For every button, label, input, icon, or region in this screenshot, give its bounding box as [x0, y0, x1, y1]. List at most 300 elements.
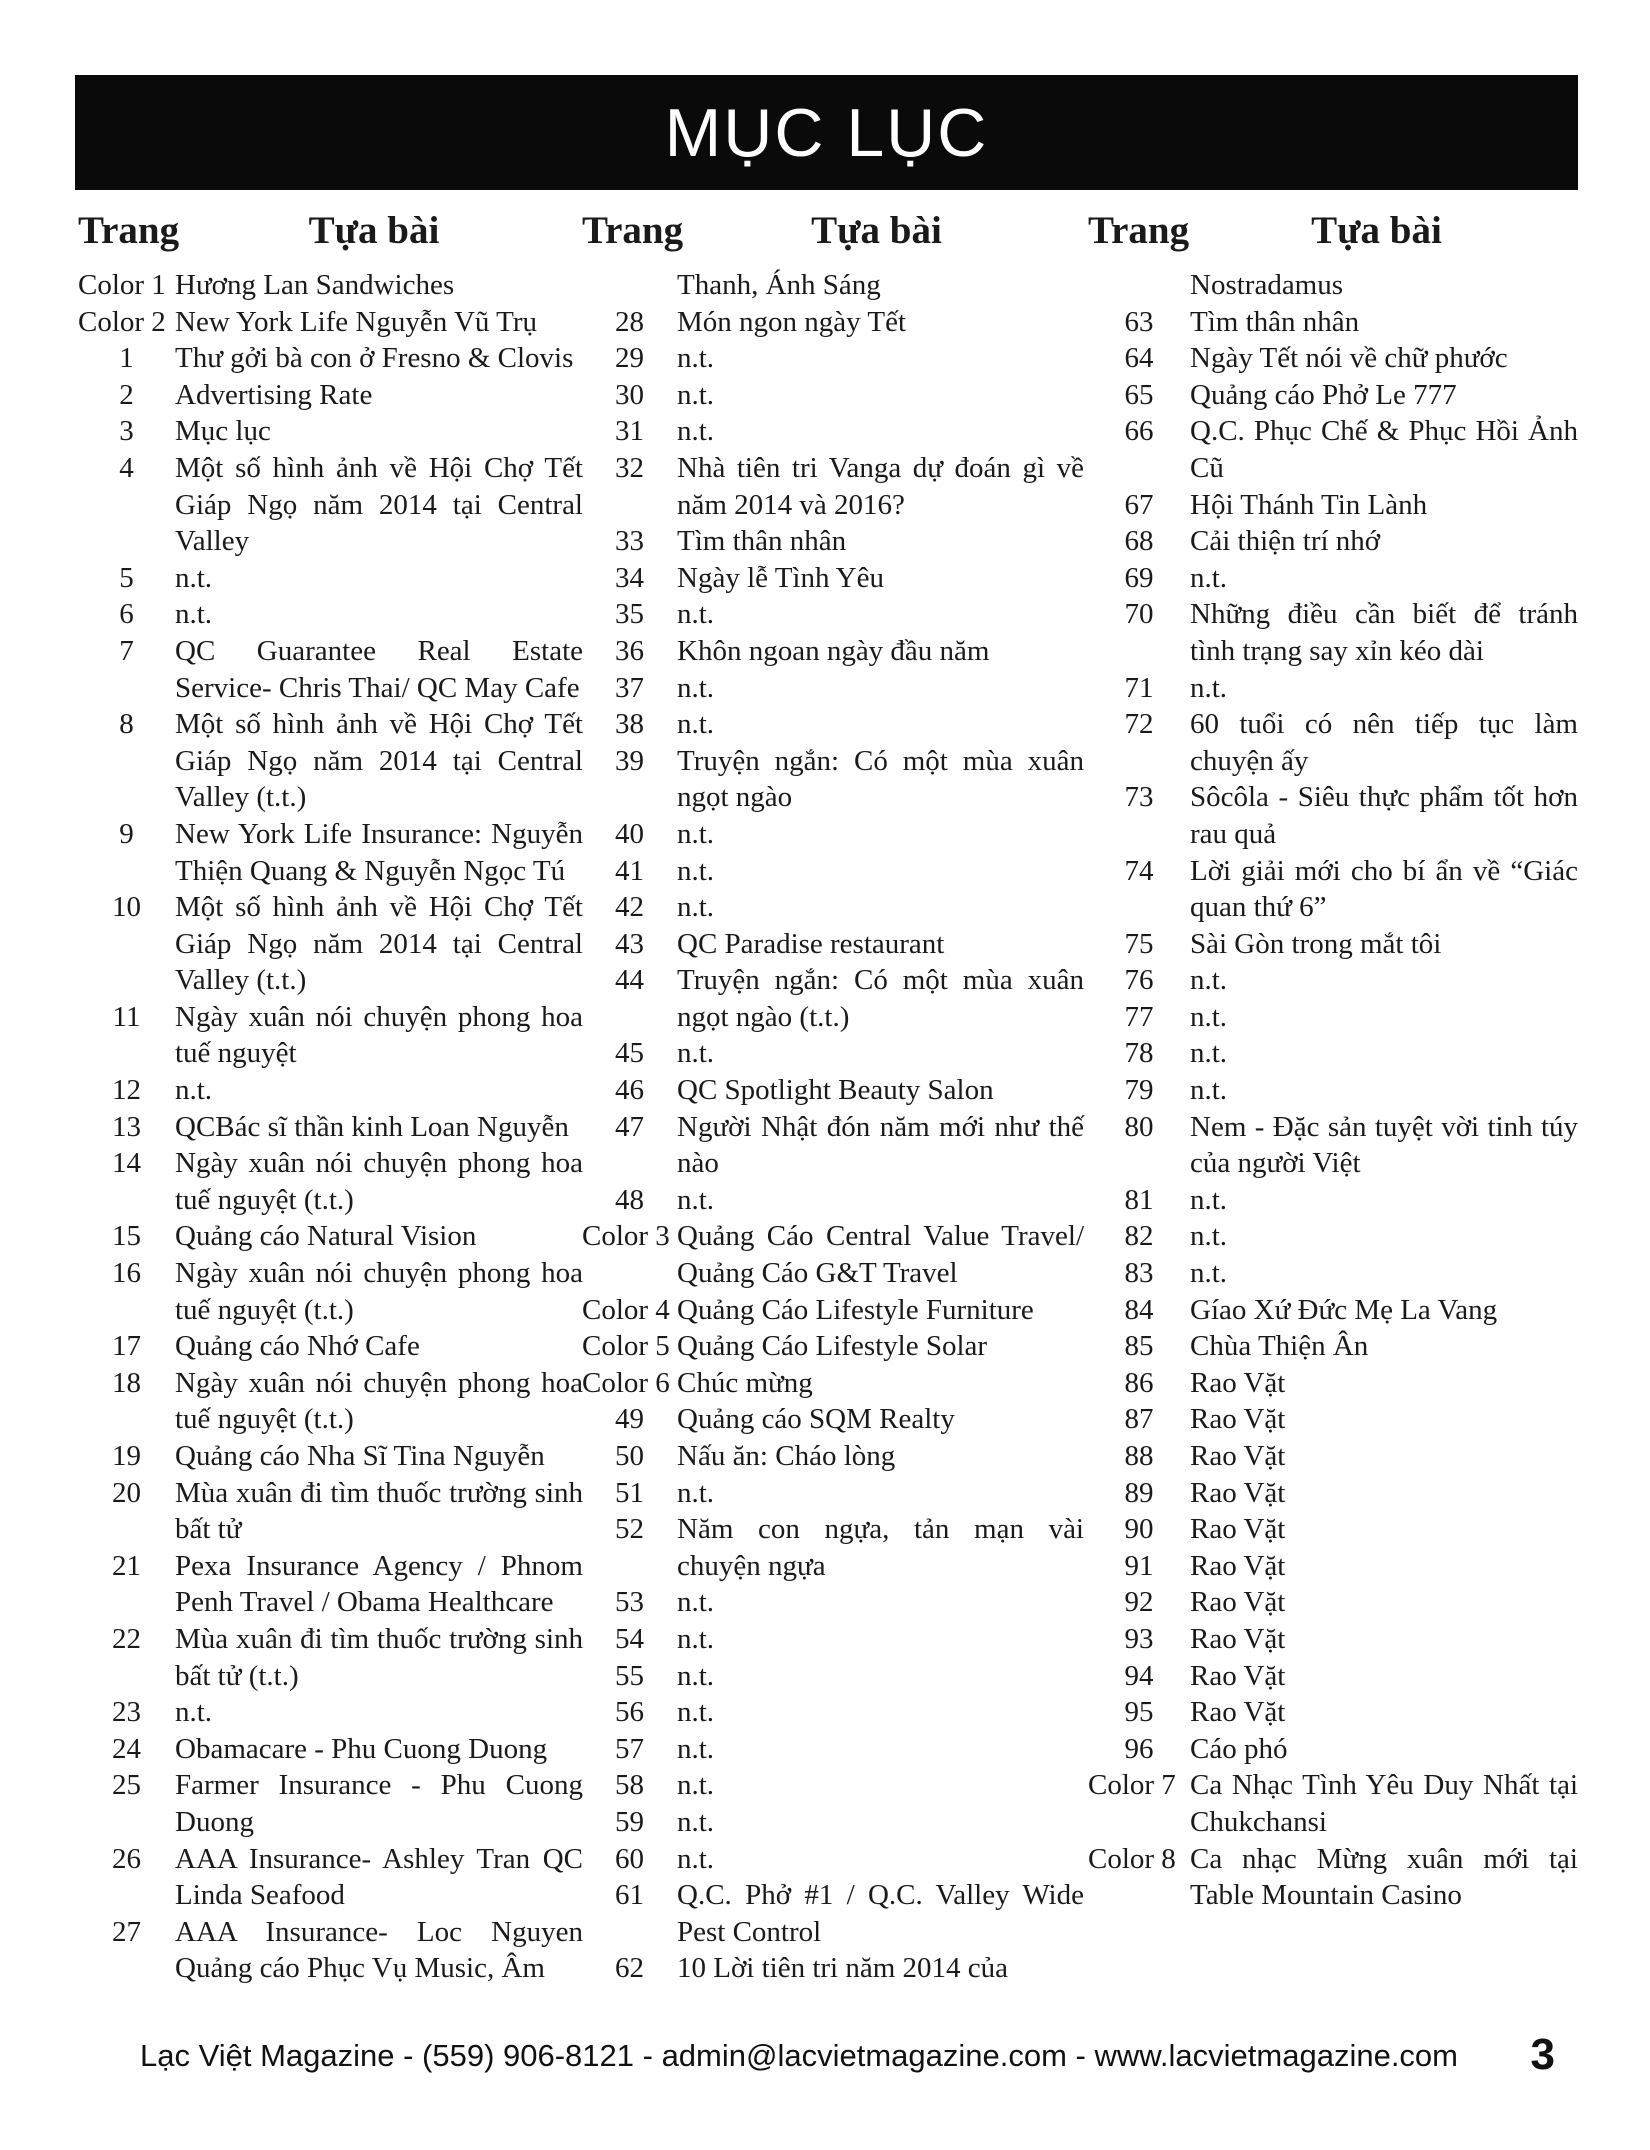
entry-title: Ngày xuân nói chuyện phong hoa tuế nguyệt	[175, 1000, 583, 1070]
entry-title: QC Guarantee Real Estate Service- Chris Thai/ QC May Cafe	[175, 634, 583, 704]
entry-page: Color 1	[78, 269, 166, 301]
toc-entry	[78, 340, 583, 377]
entry-page: 24	[112, 1732, 141, 1765]
toc-entry	[1088, 1328, 1578, 1365]
entry-title: Những điều cần biết để tránh tình trạng say xỉn kéo dài	[1190, 598, 1578, 667]
entry-page: 33	[615, 525, 644, 558]
toc-entry	[78, 304, 583, 341]
entry-title: n.t.	[677, 598, 715, 631]
entry-title: Pexa Insurance Agency / Phnom Penh Travel / Obama Healthcare	[175, 1549, 583, 1619]
toc-entry	[1088, 1255, 1578, 1292]
entry-page: 22	[112, 1622, 141, 1655]
entry-page: 25	[112, 1769, 141, 1802]
toc-entry	[582, 450, 1084, 523]
toc-entry	[582, 340, 1084, 377]
toc-entry	[1088, 1511, 1578, 1548]
entry-title: n.t.	[677, 1659, 715, 1692]
toc-entry	[1088, 1694, 1578, 1731]
entry-title: n.t.	[677, 854, 715, 887]
entry-title: Một số hình ảnh về Hội Chợ Tết Giáp Ngọ năm 2014 tại Central Valley (t.t.)	[175, 891, 583, 997]
toc-entry	[78, 889, 583, 999]
toc-entry	[78, 377, 583, 414]
toc-entry	[1088, 267, 1578, 304]
entry-page: 96	[1124, 1732, 1154, 1765]
entry-title: n.t.	[677, 378, 715, 411]
entry-page: 5	[119, 561, 134, 594]
toc-entry	[1088, 1658, 1578, 1695]
entry-title: n.t.	[175, 1696, 213, 1729]
toc-entry	[1088, 853, 1578, 926]
entry-page: 73	[1124, 781, 1154, 814]
toc-entry	[582, 1438, 1084, 1475]
entry-page: 87	[1124, 1403, 1154, 1436]
entry-page: Color 4	[582, 1293, 670, 1326]
entry-title: AAA Insurance- Ashley Tran QC Linda Seafood	[175, 1842, 583, 1912]
entry-title: Ngày xuân nói chuyện phong hoa tuế nguyệt (t.t.)	[175, 1366, 583, 1436]
entry-page: 80	[1124, 1110, 1154, 1143]
entry-title: n.t.	[677, 415, 715, 448]
entry-page: 65	[1124, 378, 1154, 411]
page-column-label: Trang	[1088, 208, 1190, 252]
footer-contact: Lạc Việt Magazine - (559) 906-8121 - admin@lacvietmagazine.com - www.lacvietmagazine.com	[140, 2038, 1458, 2073]
entry-page: 36	[615, 634, 644, 667]
entry-title: Quảng Cáo Lifestyle Furniture	[677, 1293, 1034, 1326]
toc-entry	[78, 1621, 583, 1694]
entry-title: n.t.	[1190, 1183, 1228, 1216]
toc-entry	[78, 267, 583, 304]
entry-title: n.t.	[1190, 1220, 1228, 1253]
entry-title: n.t.	[1190, 1257, 1228, 1290]
entry-page: 93	[1124, 1622, 1154, 1655]
entry-page: 3	[119, 415, 134, 448]
entry-page: Color 5	[582, 1330, 670, 1363]
page-title: MỤC LỤC	[664, 94, 989, 171]
entry-page: 91	[1124, 1549, 1154, 1582]
entry-title: Rao Vặt	[1190, 1440, 1286, 1472]
entry-title: QCBác sĩ thần kinh Loan Nguyễn	[175, 1110, 569, 1143]
toc-entry	[78, 1365, 583, 1438]
toc-entry	[78, 1914, 583, 1987]
entry-page: 71	[1124, 671, 1154, 704]
entry-page: 43	[615, 927, 644, 960]
toc-entry	[78, 596, 583, 633]
entry-title: Advertising Rate	[175, 378, 373, 411]
entry-title: Mục lục	[175, 415, 271, 448]
entry-title: Rao Vặt	[1190, 1476, 1286, 1509]
entry-title: Cải thiện trí nhớ	[1190, 525, 1381, 558]
entry-page: 58	[615, 1769, 644, 1802]
entry-title: Rao Vặt	[1190, 1696, 1286, 1729]
toc-entry	[78, 1145, 583, 1218]
toc-entry	[582, 523, 1084, 560]
entry-page	[582, 267, 677, 304]
toc-entry	[78, 1694, 583, 1731]
entry-page: 92	[1124, 1586, 1154, 1619]
entry-title: n.t.	[175, 1074, 213, 1107]
toc-entry	[1088, 560, 1578, 597]
toc-entry	[582, 560, 1084, 597]
entry-title: Quảng Cáo Lifestyle Solar	[677, 1330, 988, 1363]
toc-entry	[78, 1841, 583, 1914]
entry-page: 86	[1124, 1366, 1154, 1399]
entry-page: 48	[615, 1183, 644, 1216]
toc-column-1	[78, 205, 583, 1987]
entry-title: n.t.	[677, 1696, 715, 1729]
entry-page: 51	[615, 1476, 644, 1509]
entry-title: QC Spotlight Beauty Salon	[677, 1074, 994, 1107]
entry-page: 9	[119, 817, 134, 850]
toc-entry	[1088, 1438, 1578, 1475]
toc-entry	[1088, 999, 1578, 1036]
toc-entry	[1088, 413, 1578, 486]
entry-page: 66	[1124, 415, 1154, 448]
toc-entry	[1088, 1182, 1578, 1219]
toc-entry	[582, 1328, 1084, 1365]
entry-page: 72	[1124, 708, 1154, 741]
toc-entry	[1088, 1365, 1578, 1402]
entry-page: 59	[615, 1805, 644, 1838]
entry-title: Q.C. Phở #1 / Q.C. Valley Wide Pest Control	[677, 1879, 1084, 1948]
entry-page: 39	[615, 744, 644, 777]
entry-page: 55	[615, 1659, 644, 1692]
toc-entry	[582, 1877, 1084, 1950]
toc-entry	[582, 743, 1084, 816]
toc-entries	[78, 267, 583, 1987]
column-header	[582, 205, 1084, 255]
toc-entry	[1088, 1475, 1578, 1512]
entry-title: Tìm thân nhân	[677, 525, 847, 558]
entry-title: n.t.	[677, 1476, 715, 1509]
entry-title: Nostradamus	[1190, 269, 1344, 301]
entry-title: Nấu ăn: Cháo lòng	[677, 1440, 896, 1472]
entry-title: Cáo phó	[1190, 1732, 1288, 1765]
page-footer	[140, 2030, 1560, 2080]
entry-title: Nem - Đặc sản tuyệt vời tinh túy của người Việt	[1190, 1110, 1578, 1180]
entry-page: 78	[1124, 1037, 1154, 1070]
entry-page: 89	[1124, 1476, 1154, 1509]
entry-page: 40	[615, 817, 644, 850]
entry-title: Rao Vặt	[1190, 1403, 1286, 1436]
entry-title: Rao Vặt	[1190, 1549, 1286, 1582]
entry-title: Rao Vặt	[1190, 1622, 1286, 1655]
entry-title: Chúc mừng	[677, 1366, 813, 1399]
toc-entry	[78, 1218, 583, 1255]
toc-entry	[582, 633, 1084, 670]
entry-page: 28	[615, 305, 644, 338]
entry-title: n.t.	[677, 891, 715, 924]
entry-page: 7	[119, 634, 134, 667]
entry-title: n.t.	[1190, 671, 1228, 704]
toc-entry	[1088, 377, 1578, 414]
entry-page: 49	[615, 1403, 644, 1436]
toc-entry	[582, 926, 1084, 963]
toc-entry	[582, 962, 1084, 1035]
toc-entry	[582, 1841, 1084, 1878]
toc-column-2	[582, 205, 1084, 1987]
column-header	[78, 205, 583, 255]
entry-page: 60	[615, 1842, 644, 1875]
entry-title: Năm con ngựa, tản mạn vài chuyện ngựa	[677, 1513, 1084, 1582]
entry-title: n.t.	[677, 1037, 715, 1070]
toc-entry	[1088, 523, 1578, 560]
entry-title: Obamacare - Phu Cuong Duong	[175, 1732, 548, 1765]
toc-entry	[78, 633, 583, 706]
entry-page: 68	[1124, 525, 1154, 558]
entry-title: Thanh, Ánh Sáng	[677, 269, 881, 301]
entry-title: Quảng cáo Natural Vision	[175, 1220, 477, 1253]
toc-entry	[78, 560, 583, 597]
toc-entry	[78, 413, 583, 450]
entry-page: 16	[112, 1257, 141, 1290]
title-column-label: Tựa bài	[308, 208, 440, 252]
entry-title: Quảng cáo SQM Realty	[677, 1403, 955, 1436]
entry-page: 57	[615, 1732, 644, 1765]
entry-page: 52	[615, 1513, 644, 1546]
entry-page: 21	[112, 1549, 141, 1582]
entry-title: Quảng Cáo Central Value Travel/ Quảng Cáo G&T Travel	[677, 1220, 1084, 1290]
entry-title: n.t.	[677, 1586, 715, 1619]
toc-column-3	[1088, 205, 1578, 1914]
entry-title: Chùa Thiện Ân	[1190, 1330, 1369, 1363]
toc-entry	[1088, 1072, 1578, 1109]
entry-title: Tìm thân nhân	[1190, 305, 1360, 338]
entry-page: 67	[1124, 488, 1154, 521]
entry-title: Q.C. Phục Chế & Phục Hồi Ảnh Cũ	[1190, 415, 1578, 484]
entry-page: Color 7	[1088, 1769, 1176, 1802]
toc-entry	[1088, 304, 1578, 341]
entry-title: n.t.	[677, 1769, 715, 1802]
toc-entry	[1088, 1767, 1578, 1840]
entry-page: 29	[615, 342, 644, 375]
entry-title: n.t.	[677, 1805, 715, 1838]
entry-page: 10	[112, 891, 141, 924]
entry-page: Color 2	[78, 305, 166, 338]
entry-page: 70	[1124, 598, 1154, 631]
entry-page: 14	[112, 1147, 141, 1180]
toc-entry	[582, 1365, 1084, 1402]
page-column-label: Trang	[582, 208, 684, 252]
entry-title: Ngày xuân nói chuyện phong hoa tuế nguyệt (t.t.)	[175, 1147, 583, 1216]
entry-page: 79	[1124, 1074, 1154, 1107]
entry-title: n.t.	[677, 1622, 715, 1655]
toc-entry	[1088, 1584, 1578, 1621]
entry-page: 23	[112, 1696, 141, 1729]
toc-entry	[1088, 779, 1578, 852]
entry-title: Mùa xuân đi tìm thuốc trường sinh bất tử (t.t.)	[175, 1622, 583, 1692]
toc-entry	[582, 1804, 1084, 1841]
toc-entry	[582, 1511, 1084, 1584]
entry-page: 18	[112, 1366, 141, 1399]
entry-title: Hương Lan Sandwiches	[175, 269, 455, 301]
entry-title: Món ngon ngày Tết	[677, 305, 907, 338]
toc-entry	[582, 670, 1084, 707]
toc-entry	[1088, 1109, 1578, 1182]
entry-page: 44	[615, 964, 644, 997]
entry-page: 64	[1124, 342, 1154, 375]
entry-page: 35	[615, 598, 644, 631]
entry-page: 34	[615, 561, 644, 594]
page-column-label: Trang	[78, 208, 180, 252]
toc-entry	[1088, 926, 1578, 963]
entry-page: 62	[615, 1952, 644, 1985]
entry-page: 61	[615, 1879, 644, 1912]
entry-page: 30	[615, 378, 644, 411]
entry-title: Thư gởi bà con ở Fresno & Clovis	[175, 342, 574, 375]
toc-entry	[582, 1950, 1084, 1987]
entry-page: 27	[112, 1915, 141, 1948]
toc-entry	[78, 816, 583, 889]
entry-page: 63	[1124, 305, 1154, 338]
entry-page: 83	[1124, 1257, 1154, 1290]
toc-entry	[1088, 487, 1578, 524]
title-column-label: Tựa bài	[811, 208, 942, 252]
toc-entry	[582, 1401, 1084, 1438]
toc-entry	[78, 1731, 583, 1768]
toc-entry	[1088, 340, 1578, 377]
entry-page: 50	[615, 1440, 644, 1472]
entry-page: 56	[615, 1696, 644, 1729]
toc-entry	[582, 1767, 1084, 1804]
entry-title: Một số hình ảnh về Hội Chợ Tết Giáp Ngọ năm 2014 tại Central Valley	[175, 451, 583, 558]
entry-title: Truyện ngắn: Có một mùa xuân ngọt ngào (t.t.)	[677, 964, 1084, 1033]
entry-title: n.t.	[677, 342, 715, 375]
entry-page: 1	[119, 342, 134, 375]
entry-title: n.t.	[677, 708, 715, 741]
entry-page: 76	[1124, 964, 1154, 997]
entry-title: n.t.	[1190, 561, 1228, 594]
toc-entry	[582, 596, 1084, 633]
entry-page: 8	[119, 708, 134, 741]
entry-page: 17	[112, 1330, 141, 1363]
toc-entry	[1088, 596, 1578, 669]
entry-page: 15	[112, 1220, 141, 1253]
entry-title: Ca Nhạc Tình Yêu Duy Nhất tại Chukchansi	[1190, 1769, 1578, 1838]
entry-title: New York Life Insurance: Nguyễn Thiện Quang & Nguyễn Ngọc Tú	[175, 817, 583, 887]
entry-page: 20	[112, 1476, 141, 1509]
entry-page	[1088, 267, 1190, 304]
toc-entry	[1088, 1218, 1578, 1255]
entry-page: 90	[1124, 1513, 1154, 1546]
entry-title: Rao Vặt	[1190, 1586, 1286, 1619]
entry-title: Quảng cáo Nhớ Cafe	[175, 1330, 420, 1363]
entry-page: Color 8	[1088, 1842, 1176, 1875]
entry-title: Mùa xuân đi tìm thuốc trường sinh bất tử	[175, 1476, 583, 1546]
entry-page: 38	[615, 708, 644, 741]
entry-page: 81	[1124, 1183, 1154, 1216]
entry-title: 10 Lời tiên tri năm 2014 của	[677, 1952, 1009, 1985]
entry-page: 94	[1124, 1659, 1154, 1692]
toc-entry	[78, 1767, 583, 1840]
toc-entry	[78, 706, 583, 816]
entry-page: 45	[615, 1037, 644, 1070]
entry-page: 32	[615, 451, 644, 484]
toc-entries	[582, 267, 1084, 1987]
entry-title: AAA Insurance- Loc Nguyen Quảng cáo Phục Vụ Music, Âm	[175, 1915, 583, 1985]
entry-page: 53	[615, 1586, 644, 1619]
toc-entry	[582, 889, 1084, 926]
toc-entry	[582, 1621, 1084, 1658]
toc-entry	[1088, 706, 1578, 779]
entry-title: Truyện ngắn: Có một mùa xuân ngọt ngào	[677, 744, 1084, 814]
entry-title: New York Life Nguyễn Vũ Trụ	[175, 305, 537, 338]
entry-title: Rao Vặt	[1190, 1366, 1286, 1399]
entry-page: 37	[615, 671, 644, 704]
toc-entry	[78, 1255, 583, 1328]
toc-entry	[1088, 1035, 1578, 1072]
entry-page: 77	[1124, 1000, 1154, 1033]
toc-entry	[1088, 1731, 1578, 1768]
entry-title: QC Paradise restaurant	[677, 927, 945, 960]
toc-entry	[582, 1731, 1084, 1768]
toc-entry	[1088, 670, 1578, 707]
entry-page: 19	[112, 1440, 141, 1472]
toc-entry	[1088, 1292, 1578, 1329]
entry-title: Ca nhạc Mừng xuân mới tại Table Mountain Casino	[1190, 1842, 1578, 1912]
toc-entry	[582, 304, 1084, 341]
toc-entry	[582, 1292, 1084, 1329]
entry-page: 13	[112, 1110, 141, 1143]
toc-entry	[78, 1438, 583, 1475]
toc-entry	[582, 1218, 1084, 1291]
toc-entry	[582, 816, 1084, 853]
toc-entry	[78, 450, 583, 560]
entry-title: Ngày Tết nói về chữ phước	[1190, 342, 1508, 375]
toc-entry	[582, 1182, 1084, 1219]
toc-entries	[1088, 267, 1578, 1914]
toc-entry	[1088, 962, 1578, 999]
toc-entry	[1088, 1621, 1578, 1658]
entry-title: n.t.	[677, 1732, 715, 1765]
entry-page: 75	[1124, 927, 1154, 960]
entry-page: 2	[119, 378, 134, 411]
entry-title: n.t.	[677, 1842, 715, 1875]
entry-title: n.t.	[175, 598, 213, 631]
entry-title: n.t.	[677, 817, 715, 850]
entry-title: n.t.	[1190, 1037, 1228, 1070]
toc-entry	[78, 1072, 583, 1109]
entry-title: Rao Vặt	[1190, 1513, 1286, 1546]
toc-entry	[1088, 1548, 1578, 1585]
entry-title: Quảng cáo Nha Sĩ Tina Nguyễn	[175, 1440, 545, 1472]
column-header	[1088, 205, 1578, 255]
entry-title: Sôcôla - Siêu thực phẩm tốt hơn rau quả	[1190, 781, 1578, 850]
entry-page: 85	[1124, 1330, 1154, 1363]
entry-page: 31	[615, 415, 644, 448]
toc-entry	[582, 1072, 1084, 1109]
page-number: 3	[1530, 2030, 1555, 2079]
entry-title: Nhà tiên tri Vanga dự đoán gì về năm 2014 và 2016?	[677, 451, 1084, 521]
entry-page: 47	[615, 1110, 644, 1143]
entry-page: 41	[615, 854, 644, 887]
entry-page: 12	[112, 1074, 141, 1107]
toc-entry	[582, 1475, 1084, 1512]
toc-entry	[78, 1328, 583, 1365]
entry-title: n.t.	[1190, 1000, 1228, 1033]
entry-title: Ngày xuân nói chuyện phong hoa tuế nguyệt (t.t.)	[175, 1257, 583, 1326]
title-banner	[75, 75, 1578, 190]
toc-entry	[1088, 1401, 1578, 1438]
toc-entry	[78, 1475, 583, 1548]
entry-title: n.t.	[175, 561, 213, 594]
entry-title: n.t.	[677, 1183, 715, 1216]
entry-title: Sài Gòn trong mắt tôi	[1190, 927, 1442, 960]
entry-title: 60 tuổi có nên tiếp tục làm chuyện ấy	[1190, 708, 1578, 777]
entry-title: Người Nhật đón năm mới như thế nào	[677, 1110, 1084, 1180]
entry-page: 26	[112, 1842, 141, 1875]
entry-page: 11	[112, 1000, 141, 1033]
entry-title: n.t.	[677, 671, 715, 704]
toc-entry	[78, 999, 583, 1072]
